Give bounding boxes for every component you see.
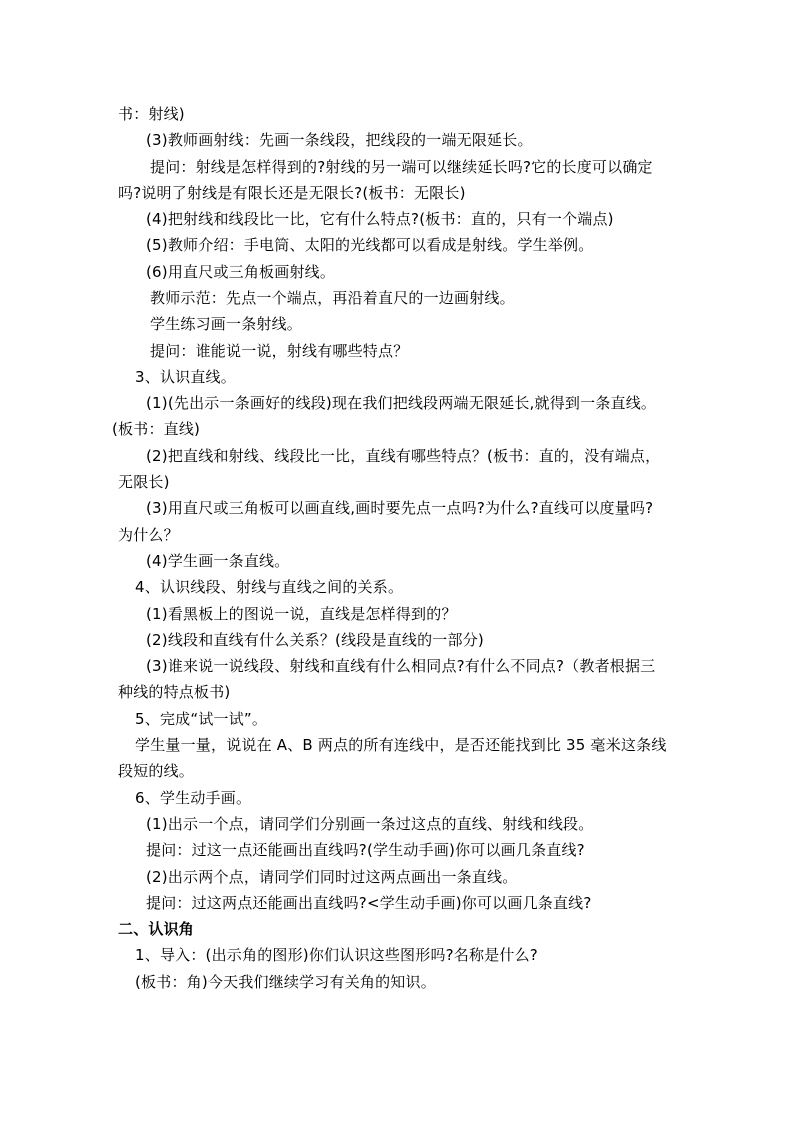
text-line: 段短的线。: [118, 762, 195, 780]
text-line: (板书：角)今天我们继续学习有关角的知识。: [135, 973, 436, 991]
text-line: 提问：射线是怎样得到的?射线的另一端可以继续延长吗?它的长度可以确定: [150, 158, 653, 176]
text-line: 学生量一量，说说在 A、B 两点的所有连线中，是否还能找到比 35 毫米这条线: [135, 736, 667, 754]
text-line: (5)教师介绍：手电筒、太阳的光线都可以看成是射线。学生举例。: [146, 236, 594, 254]
text-line: (3)教师画射线：先画一条线段，把线段的一端无限延长。: [146, 131, 533, 149]
text-line: (2)出示两个点，请同学们同时过这两点画出一条直线。: [146, 868, 518, 886]
text-line: 无限长): [118, 473, 170, 491]
text-line: 学生练习画一条射线。: [150, 315, 303, 333]
text-line: 为什么？: [118, 526, 179, 544]
text-line: (2)线段和直线有什么关系？(线段是直线的一部分): [146, 631, 484, 649]
text-line: 提问：过这两点还能画出直线吗?<学生动手画)你可以画几条直线?: [146, 894, 592, 912]
text-line: (板书：直线): [112, 420, 201, 438]
text-line: 种线的特点板书): [118, 683, 231, 701]
text-line: 提问：谁能说一说，射线有哪些特点？: [150, 342, 409, 360]
text-line: (4)把射线和线段比一比，它有什么特点?(板书：直的，只有一个端点): [146, 210, 614, 228]
text-line: 6、学生动手画。: [135, 789, 252, 807]
text-line: (4)学生画一条直线。: [146, 552, 290, 570]
text-line: (3)谁来说一说线段、射线和直线有什么相同点?有什么不同点?（教者根据三: [146, 657, 656, 675]
text-line: (1)出示一个点，请同学们分别画一条过这点的直线、射线和线段。: [146, 815, 594, 833]
text-line: (2)把直线和射线、线段比一比，直线有哪些特点？(板书：直的，没有端点，: [146, 447, 661, 465]
section-heading: 二、认识角: [118, 920, 195, 938]
text-line: 吗?说明了射线是有限长还是无限长?(板书：无限长): [118, 184, 466, 202]
text-line: (3)用直尺或三角板可以画直线,画时要先点一点吗?为什么?直线可以度量吗?: [146, 499, 654, 517]
text-line: 5、完成“试一试”。: [135, 710, 268, 728]
text-line: 提问：过这一点还能画出直线吗?(学生动手画)你可以画几条直线?: [146, 841, 585, 859]
text-line: (1)(先出示一条画好的线段)现在我们把线段两端无限延长,就得到一条直线。: [146, 394, 657, 412]
text-line: (6)用直尺或三角板画射线。: [146, 263, 336, 281]
text-line: 4、认识线段、射线与直线之间的关系。: [135, 578, 404, 596]
text-line: (1)看黑板上的图说一说，直线是怎样得到的？: [146, 605, 457, 623]
text-line: 书：射线): [118, 105, 185, 123]
text-line: 3、认识直线。: [135, 368, 236, 386]
text-line: 教师示范：先点一个端点，再沿着直尺的一边画射线。: [150, 289, 515, 307]
text-line: 1、导入：(出示角的图形)你们认识这些图形吗?名称是什么?: [135, 946, 538, 964]
